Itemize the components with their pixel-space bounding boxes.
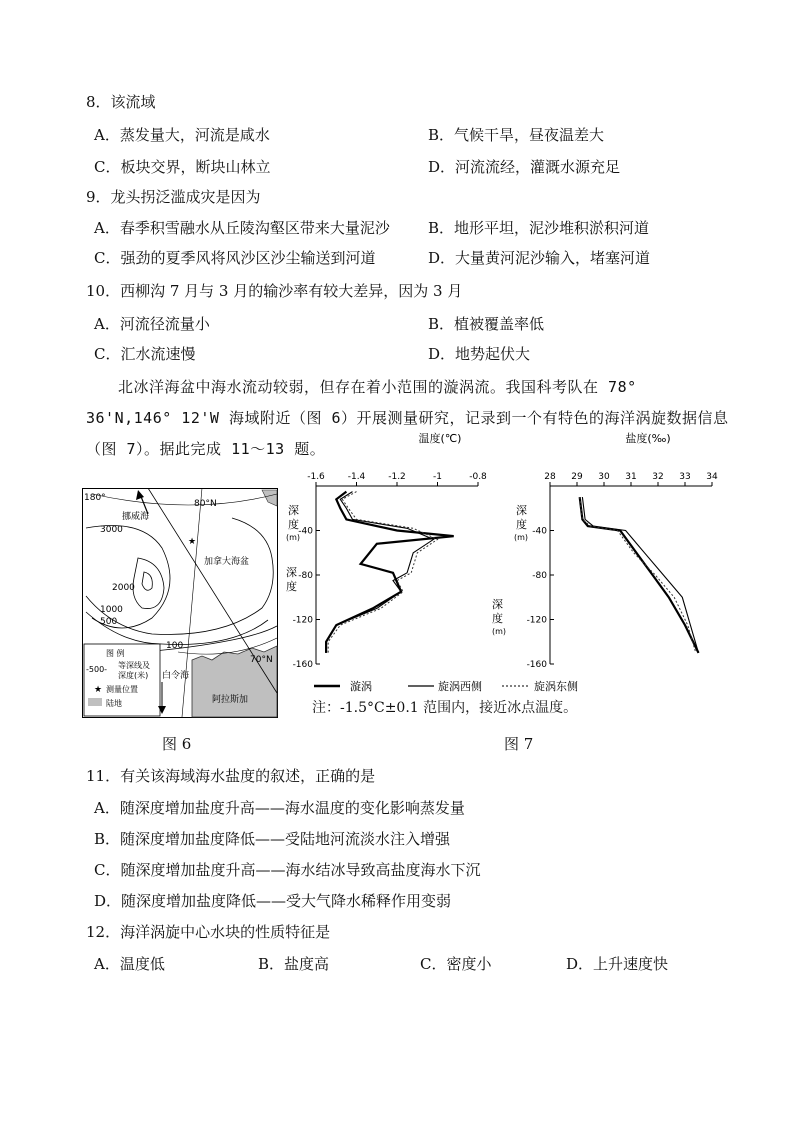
legend-west-label: 旋涡西侧	[438, 680, 482, 693]
contour-label-500: 500	[100, 617, 118, 627]
question-10-option-a[interactable]: A．河流径流量小	[94, 315, 210, 333]
salt-depth-label-1: 深	[516, 504, 527, 517]
series-eddy-line	[326, 492, 454, 653]
legend-land-text: 陆地	[106, 699, 122, 708]
question-9-option-d[interactable]: D．大量黄河泥沙输入，堵塞河道	[428, 249, 651, 267]
question-9-stem: 9．龙头拐泛滥成灾是因为	[86, 188, 261, 206]
y-tick-label: -40	[532, 526, 547, 537]
passage-line-3: （图 7）。据此完成 11～13 题。	[86, 440, 326, 458]
alaska-label: 阿拉斯加	[212, 695, 249, 705]
temp-chart-title: 温度(℃)	[418, 432, 462, 445]
salt-x-axis	[544, 472, 718, 486]
x-tick-label: -1.4	[347, 472, 366, 482]
contour-label-100: 100	[166, 641, 184, 651]
question-11-option-c[interactable]: C．随深度增加盐度升高——海水结冰导致高盐度海水下沉	[94, 861, 481, 879]
question-10-option-c[interactable]: C．汇水流速慢	[94, 345, 196, 363]
legend-contour-text-1: 等深线及	[118, 661, 150, 670]
lon-label: 180°	[84, 493, 106, 503]
question-9-option-b[interactable]: B．地形平坦，泥沙堆积淤积河道	[428, 219, 650, 237]
legend-land-swatch	[88, 698, 102, 706]
y-tick-label: -80	[532, 571, 547, 581]
legend-contour-sample: -500-	[86, 665, 108, 674]
question-12-option-a[interactable]: A．温度低	[94, 955, 165, 973]
legend-title: 图 例	[106, 649, 125, 658]
question-10-option-d[interactable]: D．地势起伏大	[428, 345, 531, 363]
x-tick-label: 31	[625, 472, 637, 482]
x-tick-label: 34	[706, 472, 718, 482]
question-10-option-b[interactable]: B．植被覆盖率低	[428, 315, 545, 333]
salt-chart-title: 盐度(‰)	[625, 432, 671, 445]
question-11-option-b[interactable]: B．随深度增加盐度降低——受陆地河流淡水注入增强	[94, 830, 451, 848]
figure-6-caption: 图 6	[162, 735, 192, 753]
contour-label-3000: 3000	[100, 525, 123, 535]
legend-east-label: 旋涡东侧	[534, 680, 578, 693]
salt-depth-unit-2: (m)	[492, 627, 507, 636]
salt-depth-label-2: 度	[516, 518, 527, 531]
series-west-line	[582, 497, 698, 653]
lat70-label: 70°N	[250, 655, 273, 665]
question-10-stem: 10．西柳沟 7 月与 3 月的输沙率有较大差异，因为 3 月	[86, 282, 463, 300]
x-tick-label: -1.2	[388, 472, 406, 482]
x-tick-label: -0.8	[469, 472, 487, 482]
norway-sea-label: 挪威海	[122, 512, 150, 522]
y-tick-label: -160	[526, 660, 547, 670]
y-tick-label: -80	[298, 571, 313, 581]
temp-depth-label-3: 深	[286, 566, 297, 579]
legend-eddy-label: 漩涡	[350, 680, 372, 693]
x-tick-label: 30	[598, 472, 610, 482]
question-12-option-c[interactable]: C．密度小	[420, 955, 492, 973]
temp-depth-unit: (m)	[286, 533, 301, 542]
question-9-option-c[interactable]: C．强劲的夏季风将风沙区沙尘输送到河道	[94, 249, 376, 267]
series-eddy-line	[580, 497, 699, 653]
star-marker: ★	[188, 537, 197, 547]
question-8-option-d[interactable]: D．河流流经，灌溉水源充足	[428, 158, 621, 176]
figure-7-legend	[312, 676, 612, 696]
y-tick-label: -160	[292, 660, 313, 670]
bering-sea-label: 白令海	[162, 671, 190, 681]
question-12-stem: 12．海洋涡旋中心水块的性质特征是	[86, 923, 331, 941]
salt-depth-label-4: 度	[492, 612, 503, 625]
temp-plot-area	[293, 486, 454, 670]
contour-label-2000: 2000	[112, 583, 135, 593]
salt-depth-label-3: 深	[492, 598, 503, 611]
question-9-option-a[interactable]: A．春季积雪融水从丘陵沟壑区带来大量泥沙	[94, 219, 390, 237]
basin-label: 加拿大海盆	[204, 557, 250, 567]
temp-depth-label-1: 深	[288, 504, 299, 517]
question-11-option-a[interactable]: A．随深度增加盐度升高——海水温度的变化影响蒸发量	[94, 799, 465, 817]
passage-line-2: 36'N,146° 12'W 海域附近（图 6）开展测量研究，记录到一个有特色的海洋涡旋数据信息	[86, 409, 729, 427]
temp-depth-label-2: 度	[288, 518, 299, 531]
figure-7-caption: 图 7	[504, 735, 534, 753]
salt-plot-area	[527, 486, 699, 670]
x-tick-label: 32	[652, 472, 664, 482]
figure-7-note: 注：-1.5°C±0.1 范围内，接近冰点温度。	[312, 700, 578, 716]
question-8-stem: 8．该流域	[86, 93, 156, 111]
series-east-line	[580, 497, 696, 653]
figure-6-map	[82, 488, 278, 718]
x-tick-label: 29	[571, 472, 583, 482]
x-tick-label: 33	[679, 472, 691, 482]
legend-star-icon: ★	[94, 685, 103, 695]
question-11-option-d[interactable]: D．随深度增加盐度降低——受大气降水稀释作用变弱	[94, 892, 452, 910]
question-12-option-d[interactable]: D．上升速度快	[566, 955, 669, 973]
lat80-label: 80°N	[194, 499, 217, 509]
passage-line-1: 北冰洋海盆中海水流动较弱，但存在着小范围的漩涡流。我国科考队在 78°	[118, 378, 637, 396]
temp-x-axis	[307, 472, 487, 486]
figure-7-temperature-chart	[282, 428, 494, 690]
figure-7-salinity-chart	[490, 428, 720, 690]
question-8-option-b[interactable]: B．气候干旱，昼夜温差大	[428, 126, 605, 144]
salt-depth-unit: (m)	[514, 533, 529, 542]
y-tick-label: -40	[298, 526, 313, 537]
contour-label-1000: 1000	[100, 605, 123, 615]
y-tick-label: -120	[292, 615, 313, 626]
x-tick-label: 28	[544, 472, 556, 482]
y-tick-label: -120	[526, 615, 547, 626]
legend-contour-text-2: 深度(米)	[118, 671, 149, 680]
series-west-line	[326, 492, 433, 653]
temp-depth-label-4: 度	[286, 580, 297, 593]
question-12-option-b[interactable]: B．盐度高	[258, 955, 330, 973]
question-8-option-c[interactable]: C．板块交界，断块山林立	[94, 158, 271, 176]
question-11-stem: 11．有关该海域海水盐度的叙述，正确的是	[86, 767, 376, 785]
legend-star-text: 测量位置	[106, 685, 138, 694]
question-8-option-a[interactable]: A．蒸发量大，河流是咸水	[94, 126, 270, 144]
x-tick-label: -1	[433, 472, 442, 482]
x-tick-label: -1.6	[307, 472, 325, 482]
